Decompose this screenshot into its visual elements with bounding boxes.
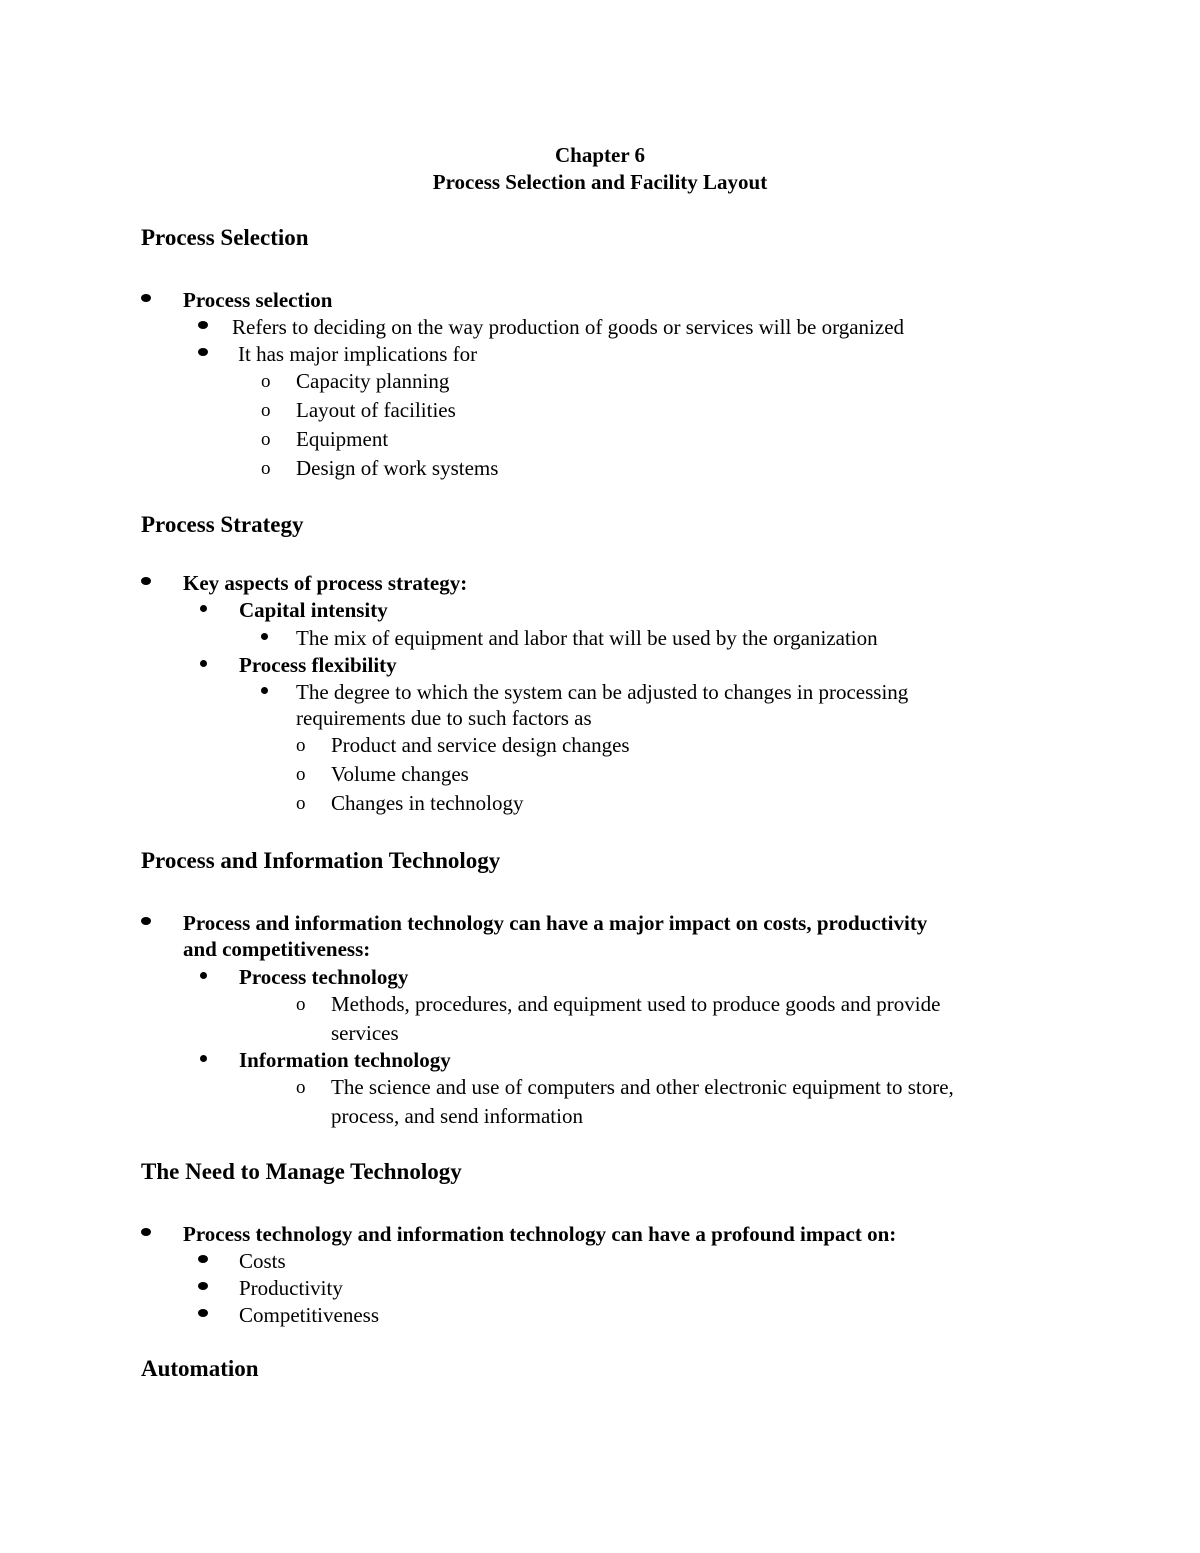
bullet-icon [141,1228,151,1236]
list-item: Productivity [239,1276,343,1300]
circle-bullet-icon: o [296,994,306,1015]
bullet-icon [261,633,268,640]
list-item-continuation: requirements due to such factors as [296,706,592,730]
list-item: Layout of facilities [296,398,456,422]
list-item: Changes in technology [331,791,524,815]
bullet-icon [141,577,151,585]
section-heading-process-it: Process and Information Technology [141,848,501,873]
bullet-icon [141,294,151,302]
list-item: Process and information technology can have a major impact on costs, productivity [183,911,928,935]
list-item: It has major implications for [238,342,478,366]
list-item: Process technology [239,965,409,989]
circle-bullet-icon: o [296,735,306,756]
list-item: Capacity planning [296,369,450,393]
list-item: The science and use of computers and other electronic equipment to store, [331,1075,954,1099]
circle-bullet-icon: o [296,1077,306,1098]
list-item: Volume changes [331,762,469,786]
bullet-icon [198,321,208,329]
circle-bullet-icon: o [261,400,271,421]
chapter-number: Chapter 6 [554,143,646,167]
bullet-icon [261,687,268,694]
section-heading-manage-technology: The Need to Manage Technology [141,1159,462,1184]
list-item-continuation: and competitiveness: [183,937,371,961]
bullet-icon [198,1309,208,1317]
list-item: Refers to deciding on the way production of goods or services will be organized [232,315,905,339]
circle-bullet-icon: o [296,764,306,785]
bullet-icon [200,1055,207,1062]
list-item: Capital intensity [239,598,388,622]
bullet-icon [200,660,207,667]
bullet-icon [198,1282,208,1290]
bullet-icon [200,605,207,612]
section-heading-automation: Automation [141,1356,259,1381]
list-item-continuation: process, and send information [331,1104,583,1128]
list-item: Competitiveness [239,1303,379,1327]
section-heading-process-selection: Process Selection [141,225,309,250]
circle-bullet-icon: o [261,429,271,450]
section-heading-process-strategy: Process Strategy [141,512,304,537]
list-item: The degree to which the system can be adjusted to changes in processing [296,680,909,704]
list-item: Costs [239,1249,286,1273]
list-item: Key aspects of process strategy: [183,571,468,595]
list-item: Process technology and information technology can have a profound impact on: [183,1222,897,1246]
bullet-icon [198,1255,208,1263]
circle-bullet-icon: o [261,458,271,479]
list-item: Product and service design changes [331,733,630,757]
bullet-icon [200,972,207,979]
list-item: Methods, procedures, and equipment used to produce goods and provide [331,992,941,1016]
circle-bullet-icon: o [261,371,271,392]
bullet-icon [141,917,151,925]
list-item: Information technology [239,1048,451,1072]
list-item: Process flexibility [239,653,397,677]
list-item: The mix of equipment and labor that will be used by the organization [296,626,878,650]
list-item: Equipment [296,427,389,451]
list-item: Design of work systems [296,456,499,480]
chapter-title: Process Selection and Facility Layout [432,170,768,194]
circle-bullet-icon: o [296,793,306,814]
list-item-continuation: services [331,1021,399,1045]
list-item: Process selection [183,288,333,312]
bullet-icon [198,348,208,356]
